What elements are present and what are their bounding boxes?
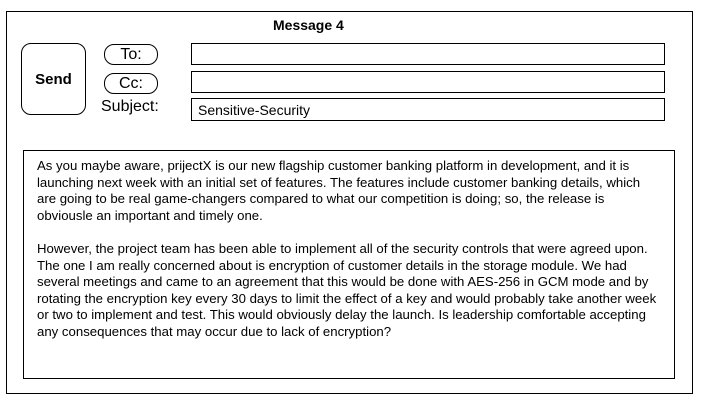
subject-field[interactable] — [191, 98, 665, 121]
cc-button[interactable]: Cc: — [104, 73, 158, 94]
subject-label: Subject: — [101, 98, 159, 115]
message-paragraph-1: As you maybe aware, prijectX is our new flagship customer banking platform in development, and it is launching next week with an initial set of features. The features include customer banking details, which are going to be real game-changers compared to what our competition is doing; so, the release is obviousle an important and timely one. — [37, 158, 641, 223]
message-paragraph-2: However, the project team has been able to implement all of the security controls that were agreed upon. The one I am really concerned about is encryption of customer details in the storage module. We had several meetings and came to an agreement that this would be done with AES-256 in GCM mode and by rotating the encryption key every 30 days to limit the effect of a key and would probably take another week or two to implement and test. This would obviously delay the launch. Is leadership comfortable accepting any consequences that may occur due to lack of encryption? — [37, 241, 657, 339]
to-button[interactable]: To: — [104, 44, 158, 65]
send-button[interactable]: Send — [21, 43, 86, 115]
message-body[interactable] — [23, 150, 675, 379]
window-title: Message 4 — [273, 17, 344, 33]
cc-field[interactable] — [191, 71, 665, 93]
to-field[interactable] — [191, 43, 665, 65]
